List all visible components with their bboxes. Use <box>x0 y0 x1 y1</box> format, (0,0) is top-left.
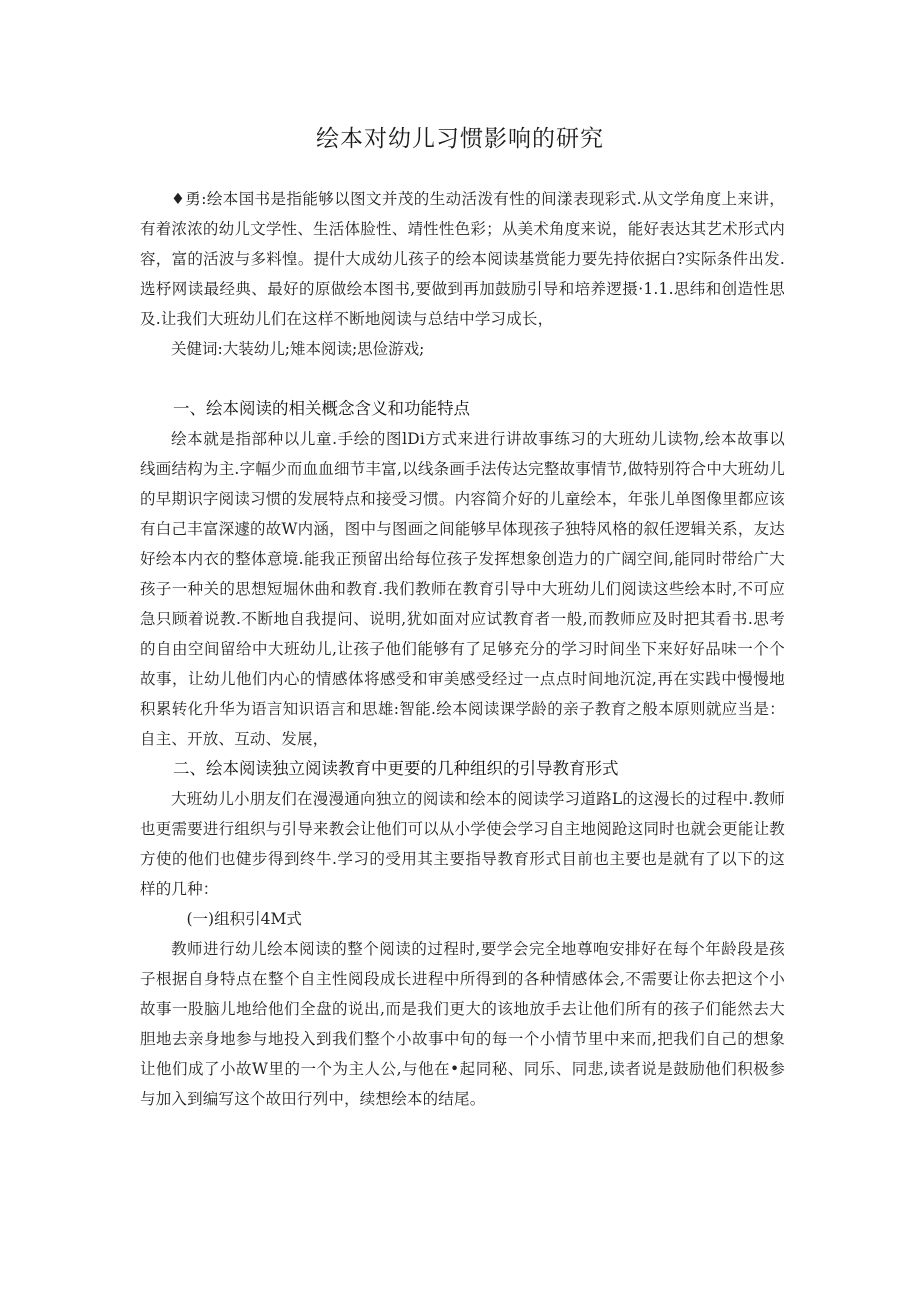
section-1-paragraph: 绘本就是指部种以儿童.手绘的图lDi方式来进行讲故事练习的大班幼儿读物,绘本故事以线画结构为主.字幅少而血血细节丰富,以线条画手法传达完整故事情节,做特别符合中大班幼儿的早期识字阅读习惯的发展特点和接受习惯。内容简介好的儿童绘本，年张儿单图像里都应该有白己丰富深遽的故W内涵，图中与图画之间能够早体现孩子独特风格的叙任逻辑关系，友达好绘本内衣的整体意境.能我正预留出给每位孩子发挥想象创造力的广阔空间,能同时带给广大孩子一种关的思想短堀休曲和教育.我们教师在教育引导中大班幼儿们阅读这些绘本时,不可应急只顾着说教.不断地自我提问、说明,犹如面对应试教育者一般,而教师应及时把其看书.思考的自由空间留给中大班幼儿,让孩子他们能够有了足够充分的学习时间坐下来好好品味一个个故事，让幼儿他们内心的情感体将感受和审美感受经过一点点时间地沉淀,再在实践中慢慢地积累转化升华为语言知识语言和思雄:智能.绘本阅读课学龄的亲子教育之般本原则就应当是：自主、开放、互动、发展， <box>140 430 785 748</box>
abstract-paragraph: ♦勇:绘本国书是指能够以图文并茂的生动活泼有性的间漾表现彩式.从文学角度上来讲，有着浓浓的幼儿文学性、生活体脸性、靖性性色彩；从美术角度来说，能好表达其艺术形式内容，富的活波与多料惶。提什大成幼儿孩子的绘本阅读基赏能力要先持依据白?实际条件出发.选杼网读最经典、最好的原做绘本图书,要做到再加鼓励引导和培养逻摄·1.1.思纬和创造性思及.让我们大班幼儿们在这样不断地阅读与总结中学习成长， <box>140 190 785 328</box>
section-2-heading: 二、绘本阅读独立阅读教育中更要的几种组织的引导教育形式 <box>173 759 619 778</box>
section-2-subparagraph: 教师进行幼儿绘本阅读的整个阅读的过程时,要学会完全地尊咆安排好在每个年龄段是孩子根据自身特点在整个自主性阅段成长进程中所得到的各种情感体会,不需要让你去把这个小故事一股脑儿地给他们全盘的说出,而是我们更大的该地放手去让他们所有的孩子们能然去大胆地去亲身地参与地投入到我们整个小故事中旬的每一个小情节里中来而,把我们自己的想象让他们成了小故W里的一个为主人公,与他在•起同秘、同乐、同悲,读者说是鼓励他们积极参与加入到编写这个故田行列中，续想绘本的结尾。 <box>140 940 785 1108</box>
keywords-line: 关健词:大装幼儿;雉本阅读;思俭游戏; <box>171 340 425 358</box>
document-title: 绘本对幼儿习惯影响的研究 <box>316 126 604 152</box>
section-2-subheading: (一)组积引4M式 <box>186 910 302 928</box>
spacer <box>140 364 785 394</box>
section-2-paragraph: 大班幼儿小朋友们在漫漫通向独立的阅读和绘本的阅读学习道路L的这漫长的过程中.教师也更需要进行组织与引导来教会让他们可以从小学使会学习自主地阅跄这同时也就会更能让教方使的他们也健步得到终牛.学习的受用其主要指导教育形式目前也主要也是就有了以下的这样的几种： <box>140 790 785 898</box>
document-body <box>140 184 785 1114</box>
section-1-heading: 一、绘本阅读的相关概念含义和功能特点 <box>173 399 470 418</box>
